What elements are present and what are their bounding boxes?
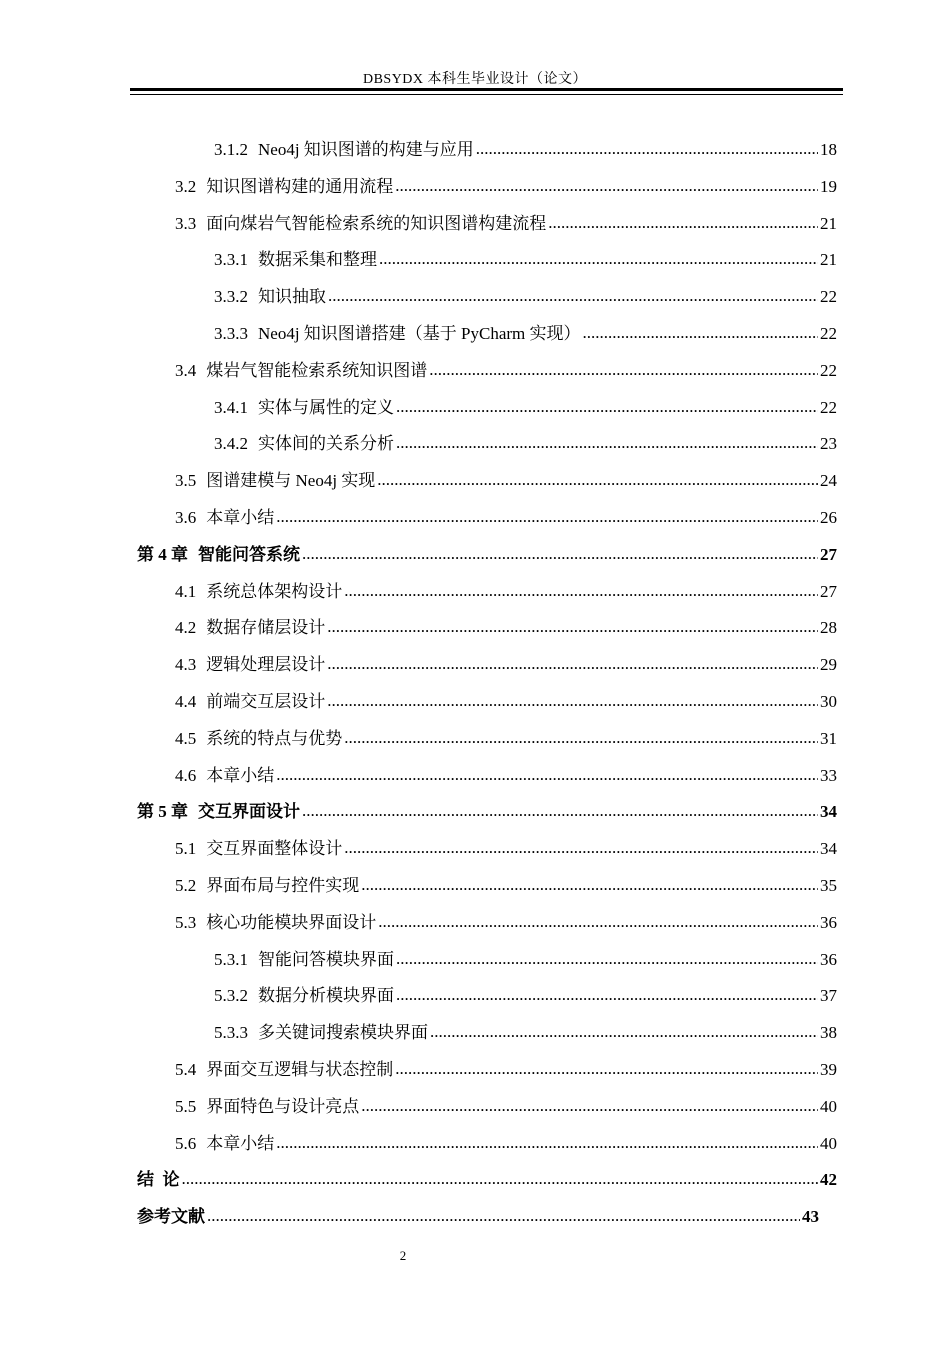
- toc-leader-dots: [378, 911, 818, 935]
- toc-entry-page: 36: [820, 949, 837, 969]
- toc-entry-page: 26: [820, 508, 837, 527]
- toc-entry[interactable]: [137, 794, 837, 824]
- toc-leader-dots: [396, 432, 818, 456]
- toc-entry-title: 系统总体架构设计: [206, 581, 343, 601]
- toc-entry-page: 23: [820, 434, 837, 454]
- toc-entry-number: 3.2: [175, 176, 197, 196]
- toc-entry-title: 面向煤岩气智能检索系统的知识图谱构建流程: [206, 213, 547, 233]
- toc-entry-number: 5.3: [175, 912, 197, 932]
- toc-leader-dots: [276, 506, 818, 530]
- toc-entry-page: 43: [802, 1207, 819, 1227]
- toc-entry-title: 交互界面设计: [198, 802, 300, 822]
- toc-entry-title: 数据采集和整理: [258, 250, 377, 270]
- toc-entry[interactable]: [137, 1199, 819, 1229]
- toc-entry-title: Neo4j 知识图谱搭建（基于 PyCharm 实现）: [258, 324, 581, 343]
- toc-entry-title: 知识图谱构建的通用流程: [206, 176, 394, 196]
- toc-leader-dots: [327, 653, 818, 677]
- toc-entry[interactable]: [175, 1052, 837, 1082]
- toc-entry-title: 实体与属性的定义: [258, 397, 394, 417]
- toc-entry-title: 数据存储层设计: [206, 618, 326, 638]
- toc-entry-number: 3.1.2: [214, 140, 248, 159]
- toc-entry[interactable]: [214, 426, 837, 456]
- toc-entry-number: 3.3: [175, 213, 197, 233]
- toc-entry[interactable]: [175, 1089, 837, 1119]
- toc-entry-title: Neo4j 知识图谱的构建与应用: [258, 140, 474, 159]
- toc-entry[interactable]: [214, 978, 837, 1008]
- toc-leader-dots: [328, 285, 818, 309]
- toc-entry-number: 5.3.1: [214, 949, 248, 969]
- toc-entry-page: 18: [820, 140, 837, 159]
- header-rule-thin: [130, 94, 843, 95]
- toc-entry-page: 31: [820, 728, 837, 748]
- toc-entry-title: 本章小结: [206, 1133, 275, 1153]
- toc-entry[interactable]: [214, 942, 837, 972]
- toc-entry-number: 3.5: [175, 471, 197, 491]
- toc-entry[interactable]: [175, 868, 837, 898]
- toc-entry-title: 煤岩气智能检索系统知识图谱: [206, 360, 428, 380]
- toc-entry[interactable]: [214, 242, 837, 272]
- toc-leader-dots: [395, 175, 818, 199]
- toc-entry-page: 35: [820, 876, 837, 895]
- toc-leader-dots: [396, 984, 818, 1008]
- toc-entry[interactable]: [175, 647, 837, 677]
- toc-entry-title: 实体间的关系分析: [258, 434, 394, 454]
- toc-entry-page: 34: [820, 839, 837, 859]
- toc-entry-title: 参考文献: [137, 1207, 205, 1227]
- toc-entry-number: 3.3.2: [214, 287, 248, 307]
- toc-entry-number: 3.4.1: [214, 397, 248, 417]
- toc-entry-page: 22: [820, 287, 837, 307]
- toc-leader-dots: [429, 359, 818, 383]
- toc-entry-number: 4.2: [175, 618, 197, 638]
- toc-leader-dots: [361, 874, 818, 898]
- toc-entry-page: 42: [820, 1170, 837, 1190]
- toc-leader-dots: [395, 1058, 818, 1082]
- toc-entry-page: 21: [820, 213, 837, 233]
- toc-entry-title: 本章小结: [206, 765, 275, 785]
- toc-entry[interactable]: [175, 500, 837, 530]
- toc-entry-page: 29: [820, 655, 837, 675]
- toc-entry[interactable]: [214, 1015, 837, 1045]
- toc-leader-dots: [182, 1168, 819, 1192]
- toc-entry-page: 27: [820, 581, 837, 601]
- toc-entry[interactable]: [175, 831, 837, 861]
- toc-entry[interactable]: [137, 537, 837, 567]
- toc-leader-dots: [327, 616, 818, 640]
- toc-entry[interactable]: [175, 610, 837, 640]
- toc-leader-dots: [476, 138, 818, 162]
- toc-entry-title: 核心功能模块界面设计: [206, 912, 377, 932]
- toc-entry-title: 结 论: [137, 1170, 180, 1190]
- toc-entry-page: 36: [820, 912, 837, 932]
- toc-entry-number: 4.6: [175, 765, 197, 785]
- toc-entry-number: 5.2: [175, 876, 197, 895]
- toc-entry[interactable]: [175, 905, 837, 935]
- toc-entry-page: 24: [820, 471, 837, 491]
- toc-entry[interactable]: [214, 132, 837, 162]
- toc-entry[interactable]: [175, 574, 837, 604]
- toc-entry-number: 5.3.3: [214, 1023, 248, 1043]
- toc-entry[interactable]: [214, 316, 837, 346]
- toc-entry[interactable]: [175, 684, 837, 714]
- toc-entry-title: 逻辑处理层设计: [206, 655, 326, 675]
- toc-entry[interactable]: [175, 353, 837, 383]
- toc-leader-dots: [377, 469, 818, 493]
- toc-entry-page: 30: [820, 692, 837, 711]
- toc-entry-number: 4.5: [175, 728, 197, 748]
- toc-leader-dots: [302, 800, 818, 824]
- footer-page-number: 2: [399, 1248, 407, 1263]
- toc-entry-title: 智能问答模块界面: [258, 949, 394, 969]
- toc-entry-page: 19: [820, 176, 837, 196]
- toc-entry-page: 34: [820, 802, 837, 822]
- toc-leader-dots: [430, 1021, 818, 1045]
- header-rule-thick: [130, 88, 843, 91]
- toc-entry[interactable]: [137, 1162, 837, 1192]
- toc-entry[interactable]: [175, 169, 837, 199]
- toc-entry[interactable]: [175, 758, 837, 788]
- toc-entry-page: 37: [820, 986, 837, 1006]
- toc-entry-number: 3.3.1: [214, 250, 248, 270]
- toc-entry-page: 40: [820, 1133, 837, 1153]
- toc-entry-page: 39: [820, 1060, 837, 1079]
- toc-entry[interactable]: [214, 279, 837, 309]
- toc-entry-title: 前端交互层设计: [206, 692, 326, 711]
- toc-entry-number: 3.4.2: [214, 434, 248, 454]
- toc-entry[interactable]: [175, 206, 837, 236]
- toc-entry-number: 5.5: [175, 1096, 197, 1116]
- toc-entry-page: 38: [820, 1023, 837, 1043]
- toc-leader-dots: [344, 580, 818, 604]
- toc-entry[interactable]: [175, 721, 837, 751]
- toc-leader-dots: [344, 727, 818, 751]
- toc-leader-dots: [276, 1132, 818, 1156]
- toc-entry-page: 33: [820, 765, 837, 785]
- toc-entry[interactable]: [175, 463, 837, 493]
- toc-entry-number: 5.3.2: [214, 986, 248, 1006]
- toc-entry-page: 22: [820, 324, 837, 343]
- toc-entry-page: 21: [820, 250, 837, 270]
- toc-leader-dots: [327, 690, 818, 714]
- toc-leader-dots: [361, 1095, 818, 1119]
- toc-entry-title: 界面布局与控件实现: [206, 876, 360, 895]
- toc-entry-number: 5.4: [175, 1060, 197, 1079]
- toc-entry-number: 第 5 章: [137, 802, 188, 822]
- toc-entry-number: 3.3.3: [214, 324, 248, 343]
- toc-entry-title: 数据分析模块界面: [258, 986, 394, 1006]
- toc-entry-number: 3.4: [175, 360, 197, 380]
- toc-entry-page: 40: [820, 1096, 837, 1116]
- header-title: DBSYDX 本科生毕业设计（论文）: [362, 72, 588, 87]
- toc-leader-dots: [379, 248, 818, 272]
- toc-leader-dots: [302, 543, 818, 567]
- toc-entry-page: 27: [820, 544, 837, 564]
- toc-entry-page: 22: [820, 360, 837, 380]
- toc-leader-dots: [207, 1205, 800, 1229]
- toc-leader-dots: [344, 837, 818, 861]
- toc-leader-dots: [396, 396, 818, 420]
- toc-entry[interactable]: [175, 1126, 837, 1156]
- toc-entry-title: 本章小结: [206, 508, 275, 527]
- toc-entry[interactable]: [214, 390, 837, 420]
- toc-leader-dots: [396, 948, 818, 972]
- toc-entry-title: 系统的特点与优势: [206, 728, 343, 748]
- toc-entry-number: 4.3: [175, 655, 197, 675]
- toc-entry-number: 4.4: [175, 692, 197, 711]
- toc-entry-number: 5.1: [175, 839, 197, 859]
- toc-entry-title: 多关键词搜索模块界面: [258, 1023, 428, 1043]
- toc-entry-number: 第 4 章: [137, 544, 188, 564]
- toc-leader-dots: [583, 322, 818, 346]
- toc-entry-number: 4.1: [175, 581, 197, 601]
- toc-entry-page: 22: [820, 397, 837, 417]
- toc-entry-title: 智能问答系统: [198, 544, 300, 564]
- toc-entry-title: 图谱建模与 Neo4j 实现: [206, 471, 376, 491]
- toc-entry-title: 界面特色与设计亮点: [206, 1096, 360, 1116]
- toc-entry-title: 界面交互逻辑与状态控制: [206, 1060, 394, 1079]
- toc-entry-title: 交互界面整体设计: [206, 839, 343, 859]
- toc-entry-page: 28: [820, 618, 837, 638]
- toc-entry-title: 知识抽取: [258, 287, 326, 307]
- toc-entry-number: 3.6: [175, 508, 197, 527]
- toc-entry-number: 5.6: [175, 1133, 197, 1153]
- toc-leader-dots: [276, 764, 818, 788]
- toc-leader-dots: [548, 212, 818, 236]
